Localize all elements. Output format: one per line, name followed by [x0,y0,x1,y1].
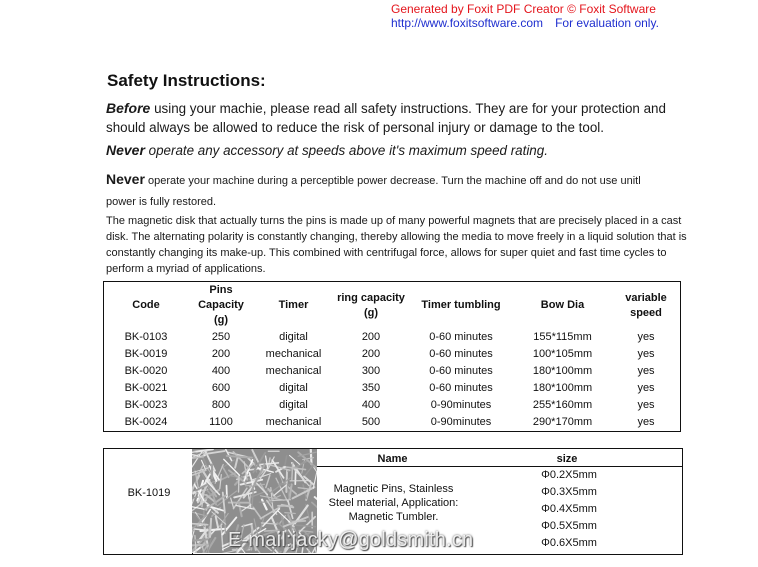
never-speed-text: operate any accessory at speeds above it's maximum speed rating. [144,143,548,158]
table-cell: 290*170mm [532,416,593,428]
email-watermark: E-mail:jacky@goldsmith.cn [228,529,474,551]
table-cell: digital [279,382,308,394]
table-cell: mechanical [265,416,322,428]
table-cell: BK-0023 [124,399,168,411]
table-cell: 255*160mm [532,399,593,411]
foxit-link[interactable]: http://www.foxitsoftware.com [391,16,544,30]
pins-size-header: size [556,453,578,465]
pin-size-item: Φ0.5X5mm [541,520,597,532]
table-cell: 300 [361,365,381,377]
table-cell: 600 [211,382,231,394]
table-cell: mechanical [265,348,322,360]
pin-size-item: Φ0.3X5mm [541,486,597,498]
table-cell: digital [279,331,308,343]
paragraph-magnetic-disk: The magnetic disk that actually turns the pins is made up of many powerful magnets that are precisely placed in a cast disk. The alternating polarity is constantly changing, thereby allowing the media to move freely in a liquid solution that is constantly changing its make-up. This combined with centrifugal force, allows for super quiet and fast time cycles to perform a myriad of applications. [106,215,687,275]
table-cell: 0-60 minutes [429,331,493,343]
col-timer: Timer [278,299,309,311]
table-row [104,397,681,414]
pin-stroke [193,539,208,540]
pin-size-item: Φ0.6X5mm [541,537,597,549]
table-row [104,414,681,432]
col-pins-capacity: Pins Capacity (g) [198,284,244,326]
pin-stroke [292,463,293,480]
pins-description: Magnetic Pins, Stainless Steel material, Application: Magnetic Tumbler. [328,483,459,523]
paragraph-never-speed [106,142,686,158]
table-cell: digital [279,399,308,411]
pins-size-list [534,467,604,552]
pin-size-item: Φ0.2X5mm [541,469,597,481]
never-power-lead: Never [106,171,145,187]
table-cell: 350 [361,382,381,394]
table-cell: 400 [211,365,231,377]
pins-name-header: Name [377,453,408,465]
pins-header-line [317,466,682,467]
foxit-banner [391,2,751,30]
col-code: Code [132,299,160,311]
pin-stroke [192,545,205,546]
table-cell: BK-0024 [124,416,168,428]
table-row [104,346,681,363]
col-timer-tumbling: Timer tumbling [421,299,501,311]
table-row [104,329,681,346]
table-cell: 500 [361,416,381,428]
table-cell: 1100 [209,416,233,428]
paragraph-never-power-cont: power is fully restored. [106,196,217,208]
never-power-text: operate your machine during a perceptible power decrease. Turn the machine off and do not use unitl [144,175,641,187]
table-cell: BK-0021 [124,382,168,394]
foxit-eval-text: For evaluation only. [555,16,659,30]
pins-code: BK-1019 [127,487,171,499]
pin-stroke [279,484,290,485]
table-cell: yes [637,348,655,360]
specs-body [104,329,681,432]
table-cell: 0-90minutes [430,416,492,428]
table-cell: 200 [361,331,381,343]
col-variable-speed: variable speed [625,291,667,319]
col-bow-dia: Bow Dia [540,299,585,311]
table-cell: BK-0103 [124,331,168,343]
specs-header-row [104,282,681,330]
table-row [104,380,681,397]
table-cell: 180*100mm [532,382,593,394]
pin-stroke [273,500,291,501]
before-text: using your machie, please read all safety instructions. They are for your protection and should always be allowed to reduce the risk of personal injury or damage to the tool. [106,101,666,135]
pin-stroke [285,513,295,514]
table-cell: 200 [211,348,231,360]
before-lead: Before [106,100,151,116]
table-cell: 800 [211,399,231,411]
table-cell: 0-60 minutes [429,365,493,377]
table-cell: 250 [211,331,231,343]
table-cell: 0-60 minutes [429,382,493,394]
table-cell: yes [637,399,655,411]
foxit-generated-text: Generated by Foxit PDF Creator © Foxit Software [391,2,656,16]
table-cell: 0-60 minutes [429,348,493,360]
table-cell: 180*100mm [532,365,593,377]
table-cell: yes [637,382,655,394]
pin-stroke [210,519,211,537]
table-cell: 200 [361,348,381,360]
table-cell: yes [637,331,655,343]
never-lead: Never [106,142,145,158]
paragraph-never-power [106,171,686,189]
pin-size-item: Φ0.4X5mm [541,503,597,515]
table-cell: BK-0020 [124,365,168,377]
page-title: Safety Instructions: [107,71,266,90]
table-cell: yes [637,416,655,428]
specs-table [103,281,681,432]
table-cell: 100*105mm [532,348,593,360]
table-cell: mechanical [265,365,322,377]
table-cell: 155*115mm [533,331,592,343]
table-cell: yes [637,365,655,377]
table-cell: 400 [361,399,381,411]
paragraph-before [106,99,686,137]
table-row [104,363,681,380]
table-cell: BK-0019 [124,348,168,360]
col-ring-capacity: ring capacity (g) [337,291,405,319]
table-cell: 0-90minutes [430,399,492,411]
